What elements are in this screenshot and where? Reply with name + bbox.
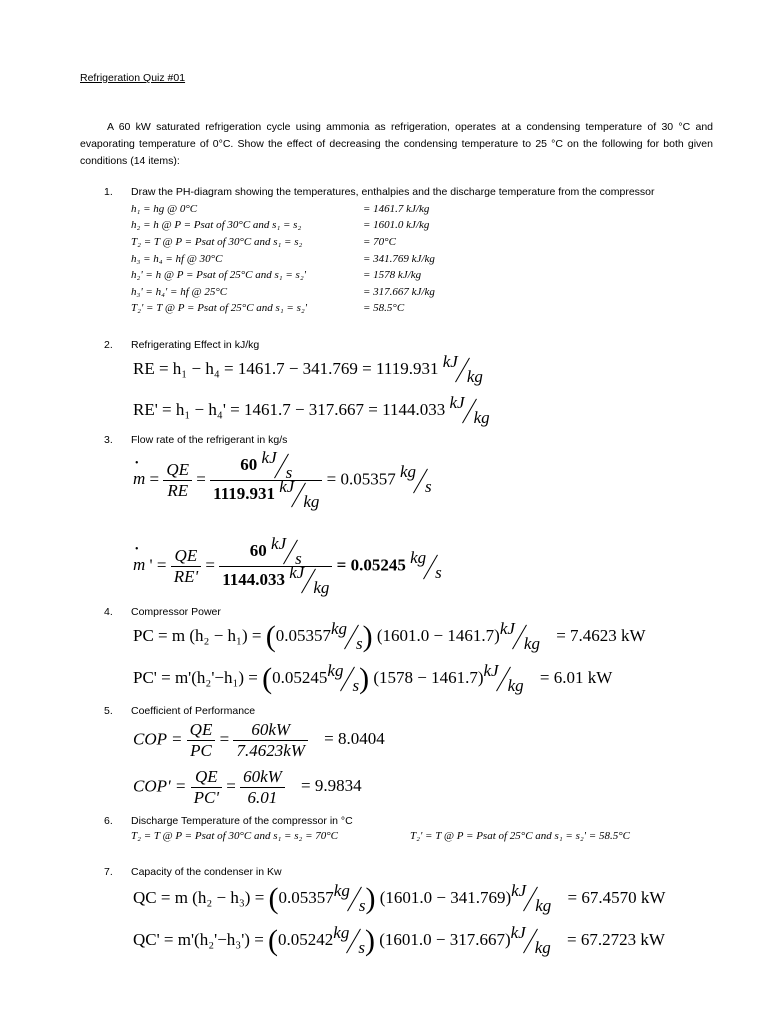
equation-compressor-power (133, 618, 646, 653)
unit-den: kg (313, 577, 330, 597)
result-text: = 6.01 kW (539, 667, 613, 687)
item-heading: Draw the PH-diagram showing the temperatures, enthalpies and the discharge temperature from the compressor (131, 186, 655, 198)
unit-num: kJ (449, 392, 465, 412)
definition-lhs: h₃ = h₄ = hf @ 30°C (131, 253, 223, 265)
definition-lhs: T₂ = T @ P = Psat of 30°C and s₁ = s₂ (131, 236, 303, 248)
fraction (233, 720, 307, 761)
unit-den: s (425, 477, 432, 497)
item-number: 7. (104, 866, 113, 878)
equation-text: RE = h₁ − h₄ = 1461.7 − 341.769 = 1119.931 (133, 358, 439, 378)
unit-den: kg (303, 491, 320, 511)
equation-lhs: COP = (133, 729, 183, 749)
result-text: = 0.05357 (326, 469, 396, 489)
paren-open: ( (268, 882, 279, 915)
denominator: PC' (191, 787, 222, 808)
definition-lhs: h₂' = h @ P = Psat of 25°C and s₁ = s₂' (131, 269, 306, 281)
denominator (210, 476, 322, 511)
definition-lhs: h₂ = h @ P = Psat of 30°C and s₁ = s₂ (131, 219, 302, 231)
definition-rhs: = 1601.0 kJ/kg (363, 219, 430, 231)
item-heading: Capacity of the condenser in Kw (131, 866, 282, 878)
denominator: RE (163, 480, 192, 501)
item-heading: Flow rate of the refrigerant in kg/s (131, 434, 288, 446)
numerator: 60kW (251, 720, 291, 739)
unit-num: kg (410, 548, 427, 568)
definition-rhs: = 70°C (363, 236, 396, 248)
equation-cop-prime: COP' = $\frac{QE}{PC'}$ = $\frac{60kW}{6.01}$ = 9.9834 (133, 767, 362, 807)
item-number: 3. (104, 434, 113, 446)
item-heading: Coefficient of Performance (131, 705, 256, 717)
denominator-value: 1119.931 (213, 483, 276, 503)
definition-rhs: = 341.769 kJ/kg (363, 253, 435, 265)
denominator (219, 562, 332, 597)
numerator (210, 447, 322, 482)
equation-condenser-capacity (133, 880, 666, 915)
paren-close: ) (362, 620, 373, 653)
unit-den: kg (523, 633, 540, 653)
unit-den: kg (473, 407, 490, 427)
fraction (240, 767, 285, 808)
discharge-temp-25: T₂' = T @ P = Psat of 25°C and s₁ = s₂' = 58.5°C (410, 830, 630, 842)
difference: (1601.0 − 317.667) (379, 929, 511, 949)
equation-lhs: PC' = m'(h₂'−h₁) = (133, 667, 258, 687)
unit-num: kJ (289, 562, 305, 582)
quiz-title: Refrigeration Quiz #01 (80, 72, 186, 84)
difference: (1601.0 − 1461.7) (376, 625, 500, 645)
numerator (219, 533, 332, 568)
equation-lhs: COP' = (133, 776, 187, 796)
value: 0.05242 (278, 929, 334, 949)
unit-den: kg (466, 366, 483, 386)
unit-den: kg (507, 675, 524, 695)
unit-den: s (285, 462, 293, 482)
result-text: = 7.4623 kW (556, 625, 646, 645)
intro-paragraph (80, 119, 713, 170)
item-heading: Compressor Power (131, 606, 221, 618)
unit-den: kg (534, 937, 551, 957)
difference: (1578 − 1461.7) (373, 667, 484, 687)
fraction (187, 720, 216, 761)
fraction (163, 460, 192, 501)
discharge-temp-30: T₂ = T @ P = Psat of 30°C and s₁ = s₂ = 70°C (131, 830, 338, 842)
unit-num: kg (330, 618, 348, 638)
paren-close: ) (364, 924, 375, 957)
definition-rhs: = 1461.7 kJ/kg (363, 203, 430, 215)
unit-num: kJ (442, 351, 458, 371)
numerator: QE (189, 720, 213, 739)
equation-lhs: QC = m (h₂ − h₃) = (133, 887, 265, 907)
item-heading: Refrigerating Effect in kJ/kg (131, 339, 260, 351)
fraction (219, 533, 332, 597)
unit-fraction (410, 548, 442, 583)
equation-cop: COP = $\frac{QE}{PC}$ = $\frac{60kW}{7.4623kW}$ = 8.0404 (133, 720, 385, 760)
numerator: QE (166, 460, 190, 479)
equation-re (133, 351, 483, 386)
equation-condenser-capacity-prime (133, 922, 665, 957)
equation-text: RE' = h₁ − h₄' = 1461.7 − 317.667 = 1144.033 (133, 399, 446, 419)
denominator: RE' (171, 566, 201, 587)
fraction (191, 767, 222, 808)
unit-num: kg (333, 922, 350, 942)
unit-den: s (352, 675, 360, 695)
paren-open: ( (268, 924, 279, 957)
result-text: = 0.05245 (336, 555, 406, 575)
numerator-value: 60 (240, 454, 258, 474)
unit-num: kJ (271, 533, 287, 553)
result-text: = 67.2723 kW (567, 929, 665, 949)
unit-den: s (435, 563, 442, 583)
unit-den: s (358, 895, 366, 915)
definition-lhs: T₂' = T @ P = Psat of 25°C and s₁ = s₂' (131, 302, 308, 314)
value: 0.05245 (272, 667, 328, 687)
numerator: 60kW (243, 767, 282, 786)
value: 0.05357 (278, 887, 334, 907)
equation-lhs: PC = m (h₂ − h₁) = (133, 625, 262, 645)
unit-den: kg (535, 895, 552, 915)
paren-close: ) (359, 662, 370, 695)
definition-lhs: h₁ = hg @ 0°C (131, 203, 198, 215)
numerator-value: 60 (249, 540, 267, 560)
denominator: 7.4623kW (233, 740, 307, 761)
unit-den: s (295, 548, 302, 568)
unit-den: s (358, 937, 365, 957)
unit-num: kJ (483, 660, 499, 680)
item-number: 6. (104, 815, 113, 827)
unit-num: kJ (279, 476, 295, 496)
unit-num: kg (333, 880, 350, 900)
unit-num: kJ (511, 880, 527, 900)
unit-num: kg (400, 462, 417, 482)
paren-open: ( (265, 620, 276, 653)
value: 0.05357 (275, 625, 331, 645)
denominator: PC (187, 740, 216, 761)
unit-fraction (400, 462, 432, 497)
item-number: 5. (104, 705, 113, 717)
numerator: QE (194, 767, 218, 786)
unit-num: kJ (510, 922, 526, 942)
unit-fraction (442, 351, 483, 386)
unit-num: kJ (261, 447, 277, 467)
denominator-value: 1144.033 (222, 569, 285, 589)
result-text: = 8.0404 (324, 729, 385, 749)
difference: (1601.0 − 341.769) (379, 887, 512, 907)
equation-mass-flow: • m = $\frac{QE}{RE}$ = $\frac{\text{60 kJs}}{\text{1119.931 kJkg}}$ = 0.05357 kgs (133, 452, 432, 509)
equation-re-prime (133, 392, 490, 427)
definition-lhs: h₃' = h₄' = hf @ 25°C (131, 286, 228, 298)
item-number: 1. (104, 186, 113, 198)
equation-compressor-power-prime (133, 660, 613, 695)
item-number: 2. (104, 339, 113, 351)
intro-text: A 60 kW saturated refrigeration cycle using ammonia as refrigeration, operates at a condensing temperature of 30 °C and evaporating temperature of 0°C. Show the effect of decreasing the condensing temperature to 25 °C on the following for both given conditions (14 items): (80, 121, 713, 167)
unit-num: kJ (499, 618, 515, 638)
unit-num: kg (327, 660, 344, 680)
m-dot-symbol: • m (133, 555, 145, 575)
denominator: 6.01 (240, 787, 285, 808)
fraction (171, 546, 201, 587)
paren-open: ( (262, 662, 273, 695)
definition-rhs: = 58.5°C (363, 302, 405, 314)
equation-mass-flow-prime: • m ' = $\frac{QE}{RE'}$ = $\frac{\text{60 kJs}}{\text{1144.033 kJkg}}$ = 0.05245 kgs (133, 538, 442, 595)
item-heading: Discharge Temperature of the compressor in °C (131, 815, 353, 827)
result-text: = 67.4570 kW (567, 887, 666, 907)
definition-rhs: = 317.667 kJ/kg (363, 286, 435, 298)
definition-rhs: = 1578 kJ/kg (363, 269, 422, 281)
item-number: 4. (104, 606, 113, 618)
paren-close: ) (365, 882, 376, 915)
result-text: = 9.9834 (301, 776, 362, 796)
numerator: QE (174, 546, 198, 565)
m-dot-symbol: • m (133, 469, 145, 489)
equation-lhs: QC' = m'(h₂'−h₃') = (133, 929, 264, 949)
fraction (210, 447, 322, 511)
unit-fraction (449, 392, 490, 427)
unit-den: s (356, 633, 363, 653)
